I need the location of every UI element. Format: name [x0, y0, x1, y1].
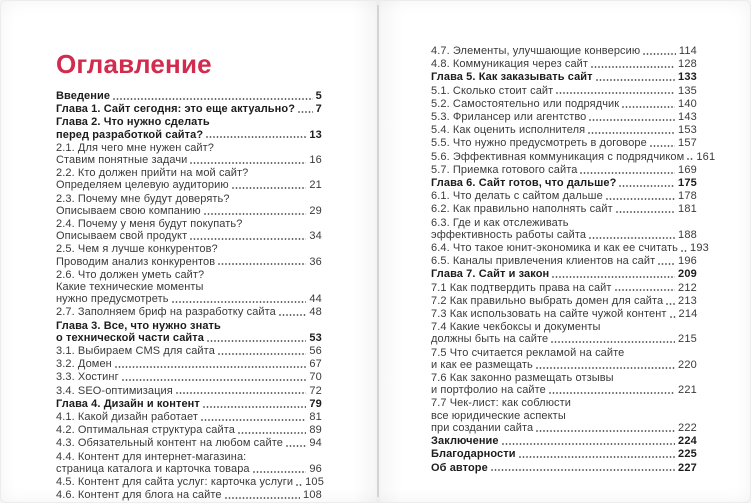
toc-entry-line [431, 190, 697, 202]
page-number: 44 [309, 293, 322, 306]
page-number: 175 [678, 177, 697, 190]
toc-entry [431, 71, 697, 83]
right-page [431, 45, 716, 475]
toc-entry [56, 320, 322, 344]
toc-entry-line [56, 293, 322, 305]
page-number: 153 [678, 124, 697, 137]
toc-entry-label: 4.6. Контент для блога на сайте [56, 489, 222, 502]
dotted-leader [207, 332, 306, 344]
toc-entry [431, 111, 697, 123]
toc-entry-label: 3.4. SEO-оптимизация [56, 384, 173, 397]
left-page [56, 49, 325, 503]
toc-entry-label: Глава 4. Дизайн и контент [56, 397, 200, 410]
page-number: 105 [305, 476, 325, 489]
toc-entry-label: 7.2 Как правильно выбрать домен для сайта [431, 294, 664, 307]
toc-entry-line [431, 268, 697, 280]
toc-entry-label: 2.3. Почему мне будут доверять? [56, 192, 230, 205]
toc-entry [56, 437, 322, 449]
toc-entry [431, 308, 697, 320]
toc-entry-line [431, 111, 697, 123]
toc-entry-line [431, 203, 697, 215]
toc-entry [431, 150, 716, 163]
toc-entry-label: 5.1. Сколько стоит сайт [431, 84, 554, 97]
page-number: 53 [309, 331, 322, 344]
toc-entry-label: 4.2. Оптимальная структура сайта [56, 424, 235, 437]
toc-entry-label: нужно предусмотреть [56, 293, 169, 306]
page-number: 67 [309, 358, 322, 371]
toc-entry-label: 5.7. Приемка готового сайта [431, 163, 578, 176]
toc-entry-label: 5.5. Что нужно предусмотреть в договоре [431, 137, 647, 150]
dotted-leader [122, 372, 307, 384]
page-number: 48 [309, 306, 322, 319]
toc-entry-label: 2.4. Почему у меня будут покупать? [56, 218, 243, 231]
toc-entry-label: Глава 5. Как заказывать сайт [431, 71, 593, 84]
page-number: 16 [309, 154, 322, 167]
page-number: 5 [315, 90, 322, 102]
page-number: 212 [678, 281, 697, 294]
toc-entry-line [56, 463, 322, 475]
dotted-leader [502, 435, 675, 447]
toc-entry-line [56, 218, 322, 230]
toc-entry-label: Введение [56, 90, 111, 102]
toc-entry-line [431, 435, 697, 447]
toc-entry [56, 451, 322, 475]
page-number: 214 [678, 308, 698, 321]
toc-entry [431, 255, 697, 267]
page-number: 215 [678, 333, 697, 346]
dotted-leader [616, 204, 675, 216]
dotted-leader [232, 180, 307, 192]
dotted-leader [115, 358, 307, 370]
page-number: 70 [309, 371, 322, 384]
dotted-leader [225, 490, 300, 502]
toc-entry-label: Ставим понятные задачи [56, 154, 188, 167]
toc-entry [431, 435, 697, 447]
toc-entry-line [56, 205, 322, 217]
page-number: 220 [678, 358, 697, 371]
toc-entry [431, 268, 697, 280]
toc-entry-line [56, 320, 322, 332]
toc-entry [431, 98, 697, 110]
toc-entry-label: Глава 7. Сайт и закон [431, 268, 550, 281]
toc-entry-label: Какие технические моменты [56, 281, 204, 294]
toc-entry-label: Благодарности [431, 448, 516, 461]
toc-entry [431, 397, 697, 434]
dotted-leader [580, 164, 675, 176]
toc-entry-line [431, 321, 697, 333]
page-gutter-line [377, 5, 379, 497]
toc-entry-line [431, 229, 697, 241]
toc-entry [56, 385, 322, 397]
toc-entry-line [56, 371, 322, 383]
toc-entry-line [431, 448, 697, 460]
toc-entry-line [56, 193, 322, 205]
toc-entry [56, 398, 322, 410]
toc-entry [431, 242, 709, 255]
toc-entry [56, 306, 322, 318]
page-number: 108 [303, 489, 322, 502]
dotted-leader [552, 269, 675, 281]
toc-entry [56, 167, 322, 191]
dotted-leader [190, 154, 306, 166]
toc-entry-line [431, 359, 697, 371]
toc-entry-label: 7.1 Как подтвердить права на сайт [431, 281, 612, 294]
toc-entry-label: Проводим анализ конкурентов [56, 255, 216, 268]
toc-entry [56, 358, 322, 370]
toc-entry-label: 3.3. Хостинг [56, 371, 119, 384]
dotted-leader [643, 45, 676, 57]
toc-entry-label: 6.1. Что делать с сайтом дальше [431, 190, 603, 203]
toc-entry-line [56, 167, 322, 179]
dotted-leader [666, 295, 675, 307]
toc-entry-line [431, 98, 697, 110]
page-number: 13 [309, 128, 322, 141]
dotted-leader [113, 90, 313, 102]
toc-entry-label: при создании сайта [431, 421, 534, 434]
dotted-leader [172, 293, 307, 305]
toc-entry-line [431, 308, 697, 320]
toc-entry-line [431, 462, 697, 474]
toc-entry-line [431, 45, 697, 57]
page-number: 21 [309, 179, 322, 192]
toc-entry-label: 3.2. Домен [56, 358, 112, 371]
dotted-leader [670, 308, 676, 320]
page-number: 169 [678, 163, 697, 176]
toc-entry-label: 4.4. Контент для интернет-магазина: [56, 450, 247, 463]
toc-entry-label: 5.6. Эффективная коммуникация с подрядчиком [431, 150, 685, 163]
toc-entry-line [56, 154, 322, 166]
toc-entry-line [431, 384, 697, 396]
toc-entry [56, 142, 322, 166]
page-number: 114 [678, 45, 697, 57]
toc-entry-line [56, 411, 322, 423]
dotted-leader [286, 438, 306, 450]
dotted-leader [687, 151, 693, 163]
toc-entry [431, 372, 697, 396]
toc-entry-label: Глава 1. Сайт сегодня: это еще актуально? [56, 103, 296, 116]
dotted-leader [681, 242, 687, 254]
dotted-leader [176, 385, 307, 397]
toc-entry [431, 462, 697, 474]
toc-entry [431, 124, 697, 136]
toc-entry-line [56, 142, 322, 154]
dotted-leader [491, 462, 675, 474]
toc-entry-label: 2.6. Что должен уметь сайт? [56, 268, 205, 281]
toc-entry-line [431, 58, 697, 70]
toc-entry [431, 58, 697, 70]
toc-entry-line [56, 90, 322, 102]
toc-entry-label: 7.7 Чек-лист: как соблюсти [431, 397, 572, 410]
toc-entry [56, 90, 322, 102]
toc-entry-label: Описываем свою компанию [56, 204, 201, 217]
toc-entry-line [431, 150, 716, 163]
toc-entry [431, 177, 697, 189]
page-number: 178 [678, 190, 697, 203]
toc-entry-line [56, 332, 322, 344]
toc-entry-line [431, 397, 697, 409]
toc-entry [56, 345, 322, 357]
toc-entry [431, 45, 697, 57]
page-number: 140 [678, 97, 697, 110]
page-number: 188 [678, 228, 697, 241]
page-number: 34 [309, 230, 322, 243]
toc-entry-label: Определяем целевую аудиторию [56, 179, 229, 192]
toc-entry-line [56, 437, 322, 449]
dotted-leader [606, 190, 675, 202]
toc-entry-line [56, 489, 322, 501]
page-number: 224 [678, 435, 697, 448]
dotted-leader [556, 85, 675, 97]
toc-entry-label: страница каталога и карточка товара [56, 462, 250, 475]
toc-entry-label: Глава 6. Сайт готов, что дальше? [431, 177, 617, 190]
toc-entry-label: Заключение [431, 435, 499, 448]
toc-entry [431, 282, 697, 294]
toc-entry-label: 2.1. Для чего мне нужен сайт? [56, 141, 215, 154]
toc-entry-line [431, 217, 697, 229]
toc-entry-line [431, 177, 697, 189]
page-number: 181 [678, 203, 697, 216]
toc-entry-line [56, 230, 322, 242]
dotted-leader [253, 463, 307, 475]
toc-entry-label: и портфолио на сайте [431, 384, 546, 397]
toc-entry-line [431, 242, 709, 255]
page-number: 56 [309, 345, 322, 358]
toc-entry-label: 6.4. Что такое юнит-экономика и как ее считать [431, 242, 678, 255]
dotted-leader [615, 282, 675, 294]
toc-entry [431, 85, 697, 97]
toc-entry-label: и как ее размещать [431, 358, 533, 371]
dotted-leader [296, 476, 302, 488]
dotted-leader [204, 205, 307, 217]
dotted-leader [519, 449, 675, 461]
toc-entry-line [431, 410, 697, 422]
toc-entry-line [56, 451, 322, 463]
toc-entry-label: 7.3 Как использовать на сайте чужой контент [431, 308, 667, 321]
toc-list-left [56, 90, 325, 502]
page-number: 7 [315, 103, 322, 116]
toc-entry [56, 116, 322, 140]
page-number: 143 [678, 111, 697, 124]
toc-entry [56, 424, 322, 436]
toc-entry-line [56, 306, 322, 318]
page-number: 79 [309, 397, 322, 410]
toc-title: Оглавление [56, 49, 212, 79]
dotted-leader [279, 307, 306, 319]
page-number: 135 [678, 84, 697, 97]
toc-entry-label: 5.2. Самостоятельно или подрядчик [431, 97, 620, 110]
page-number: 209 [678, 268, 697, 281]
toc-entry [431, 217, 697, 241]
toc-entry-line [431, 282, 697, 294]
toc-entry [56, 411, 322, 423]
page-number: 193 [690, 242, 709, 255]
toc-entry [56, 269, 322, 306]
dotted-leader [536, 422, 675, 434]
page-number: 72 [309, 384, 322, 397]
dotted-leader [218, 345, 306, 357]
toc-entry-label: 4.7. Элементы, улучшающие конверсию [431, 45, 641, 57]
page-number: 96 [309, 462, 322, 475]
dotted-leader [588, 124, 675, 136]
toc-entry-line [431, 333, 697, 345]
toc-entry-label: 5.3. Фрилансер или агентство [431, 111, 587, 124]
page-number: 227 [678, 461, 697, 474]
page-number: 89 [309, 424, 322, 437]
toc-entry [431, 203, 697, 215]
toc-entry-line [56, 103, 322, 115]
toc-entry-line [431, 71, 697, 83]
toc-entry-line [56, 385, 322, 397]
toc-entry-line [56, 476, 325, 489]
toc-entry-line [56, 243, 322, 255]
toc-entry-line [431, 422, 697, 434]
toc-entry-label: 6.2. Как правильно наполнять сайт [431, 203, 613, 216]
toc-entry [56, 243, 322, 267]
toc-entry-line [56, 424, 322, 436]
toc-entry-label: Глава 2. Что нужно сделать [56, 116, 210, 129]
dotted-leader [589, 229, 675, 241]
dotted-leader [549, 384, 675, 396]
page-number: 161 [696, 150, 716, 163]
toc-entry [56, 489, 322, 501]
dotted-leader [298, 103, 313, 115]
page-number: 36 [309, 255, 322, 268]
toc-entry-label: 6.5. Каналы привлечения клиентов на сайт [431, 255, 656, 268]
page-number: 221 [678, 384, 697, 397]
dotted-leader [622, 98, 675, 110]
toc-entry-label: 2.2. Кто должен прийти на мой сайт? [56, 167, 249, 180]
toc-entry [431, 137, 697, 149]
dotted-leader [591, 58, 675, 70]
toc-entry [56, 103, 322, 115]
toc-entry-label: Описываем свой продукт [56, 230, 188, 243]
toc-entry-label: 3.1. Выбираем CMS для сайта [56, 345, 215, 358]
toc-entry-label: 4.5. Контент для сайта услуг: карточка услуги [56, 476, 294, 489]
page-number: 128 [678, 58, 697, 71]
toc-entry [56, 476, 325, 489]
page-number: 29 [309, 204, 322, 217]
toc-entry-label: 7.6 Как законно размещать отзывы [431, 372, 614, 385]
toc-entry-label: Глава 3. Все, что нужно знать [56, 319, 221, 332]
toc-entry [431, 448, 697, 460]
toc-entry-label: должны быть на сайте [431, 333, 549, 346]
toc-entry-label: 2.7. Заполняем бриф на разработку сайта [56, 306, 276, 319]
toc-entry-line [56, 129, 322, 141]
dotted-leader [551, 334, 675, 346]
dotted-leader [218, 256, 306, 268]
toc-entry-label: Об авторе [431, 461, 488, 474]
dotted-leader [203, 398, 306, 410]
page-number: 157 [678, 137, 697, 150]
toc-entry [431, 164, 697, 176]
toc-entry-line [431, 295, 697, 307]
toc-entry-line [56, 179, 322, 191]
toc-entry-label: все юридические аспекты [431, 409, 566, 422]
toc-entry-line [431, 164, 697, 176]
toc-entry-line [431, 347, 697, 359]
toc-entry-line [56, 345, 322, 357]
toc-entry-label: 4.3. Обязательный контент на любом сайте [56, 437, 283, 450]
page-number: 94 [309, 437, 322, 450]
toc-entry-line [431, 255, 697, 267]
toc-entry-label: 2.5. Чем я лучше конкурентов? [56, 243, 218, 256]
dotted-leader [206, 129, 306, 141]
page-number: 225 [678, 448, 697, 461]
toc-entry [431, 321, 697, 345]
dotted-leader [589, 111, 675, 123]
dotted-leader [190, 230, 306, 242]
toc-entry-label: 7.5 Что считается рекламой на сайте [431, 346, 625, 359]
toc-entry-label: 4.1. Какой дизайн работает [56, 411, 199, 424]
page-number: 133 [678, 71, 697, 84]
dotted-leader [596, 72, 675, 84]
toc-entry-line [431, 372, 697, 384]
toc-entry-line [56, 358, 322, 370]
dotted-leader [658, 255, 675, 267]
dotted-leader [619, 177, 675, 189]
page-number: 222 [678, 421, 697, 434]
dotted-leader [650, 138, 675, 150]
toc-entry-line [56, 281, 322, 293]
toc-entry-label: 7.4 Какие чекбоксы и документы [431, 321, 601, 334]
toc-entry-label: о технической части сайта [56, 331, 204, 344]
toc-entry-label: эффективность работы сайта [431, 228, 587, 241]
toc-entry [56, 371, 322, 383]
toc-entry-line [56, 116, 322, 128]
toc-entry-label: 4.8. Коммуникация через сайт [431, 58, 589, 71]
toc-entry [431, 190, 697, 202]
toc-entry-label: 6.3. Где и как отслеживать [431, 216, 569, 229]
toc-entry [56, 218, 322, 242]
toc-entry-line [431, 137, 697, 149]
dotted-leader [238, 424, 306, 436]
toc-entry-line [431, 85, 697, 97]
page-number: 213 [678, 294, 697, 307]
toc-entry-line [56, 269, 322, 281]
toc-entry [431, 347, 697, 371]
toc-entry [56, 193, 322, 217]
dotted-leader [536, 359, 675, 371]
toc-entry-label: перед разработкой сайта? [56, 128, 204, 141]
toc-list-right [431, 45, 716, 474]
toc-entry-line [431, 124, 697, 136]
toc-entry-label: 5.4. Как оценить исполнителя [431, 124, 586, 137]
dotted-leader [201, 411, 306, 423]
toc-entry [431, 295, 697, 307]
page-number: 81 [309, 411, 322, 424]
toc-entry-line [56, 256, 322, 268]
toc-entry-line [56, 398, 322, 410]
page-number: 196 [678, 255, 697, 268]
